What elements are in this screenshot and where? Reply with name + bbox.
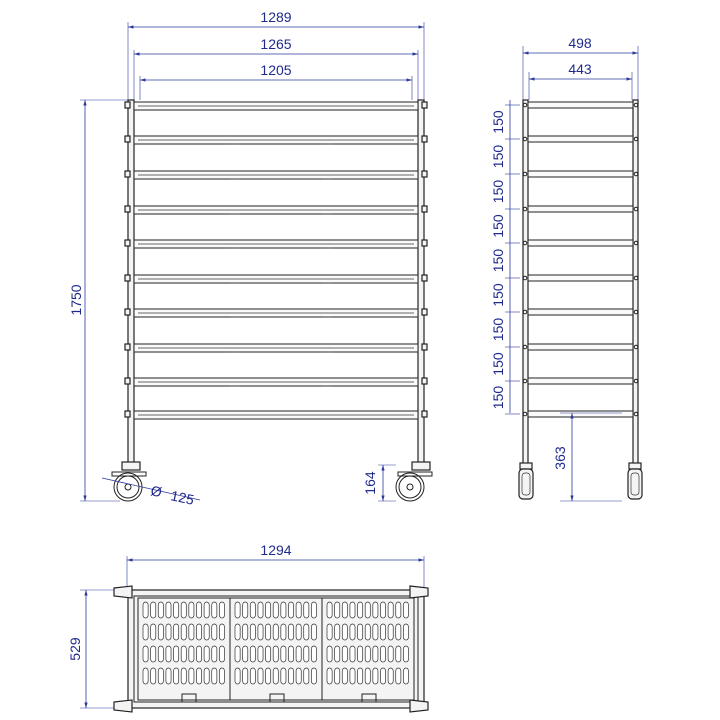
shelf-slot — [235, 646, 240, 662]
shelf-slot — [373, 602, 378, 618]
shelf-slot — [311, 668, 316, 684]
side-shelf — [523, 136, 638, 142]
shelf-slot — [235, 668, 240, 684]
side-caster-left — [519, 463, 533, 499]
shelf-slot — [189, 668, 194, 684]
dim-width-outer: 1289 — [260, 9, 292, 25]
shelf-slot — [365, 602, 370, 618]
shelf-slot — [380, 646, 385, 662]
shelf-slot — [212, 668, 217, 684]
shelf-slot — [266, 602, 271, 618]
side-shelf — [523, 171, 638, 177]
dim-shelf-spacing: 150 — [490, 283, 506, 307]
dim-width-mid: 1265 — [260, 36, 292, 52]
shelf-slot — [396, 624, 401, 640]
shelf-slot — [296, 668, 301, 684]
side-shelf — [523, 344, 638, 350]
shelf-slot — [388, 668, 393, 684]
shelf-slot — [273, 602, 278, 618]
shelf-slot — [266, 668, 271, 684]
front-shelf — [125, 378, 427, 386]
dim-shelf-spacing: 150 — [490, 248, 506, 273]
front-shelf — [125, 240, 427, 248]
shelf-slot — [243, 668, 248, 684]
shelf-slot — [189, 602, 194, 618]
side-caster-right — [628, 463, 642, 499]
shelf-slot — [373, 646, 378, 662]
shelf-slot — [380, 668, 385, 684]
shelf-slot — [396, 668, 401, 684]
front-shelf — [125, 275, 427, 283]
shelf-slot — [273, 646, 278, 662]
shelf-slot — [335, 602, 340, 618]
shelf-slot — [327, 646, 332, 662]
shelf-slot — [151, 602, 156, 618]
shelf-slot — [304, 624, 309, 640]
caster-right — [396, 462, 432, 501]
shelf-slot — [212, 646, 217, 662]
shelf-slot — [196, 668, 201, 684]
shelf-slot — [174, 602, 179, 618]
dim-wheel-height: 164 — [362, 471, 378, 495]
dim-shelf-spacing: 150 — [490, 179, 506, 204]
shelf-slot — [204, 624, 209, 640]
dim-shelf-spacing: 150 — [490, 385, 506, 410]
shelf-slot — [204, 668, 209, 684]
dim-shelf-spacing: 150 — [490, 110, 506, 134]
dim-shelf-spacing: 150 — [490, 352, 506, 376]
side-view — [490, 35, 642, 501]
front-shelf — [125, 136, 427, 144]
shelf-slot — [288, 668, 293, 684]
shelf-slot — [296, 646, 301, 662]
shelf-slot — [235, 602, 240, 618]
shelf-slot — [350, 668, 355, 684]
shelf-slot — [158, 646, 163, 662]
dim-shelf-spacing: 150 — [490, 144, 506, 169]
shelf-slot — [174, 624, 179, 640]
shelf-slot — [296, 602, 301, 618]
shelf-slot — [189, 646, 194, 662]
shelf-slot — [143, 624, 148, 640]
shelf-slot — [219, 646, 224, 662]
shelf-slot — [358, 602, 363, 618]
shelf-slot — [350, 624, 355, 640]
shelf-slot — [342, 602, 347, 618]
shelf-slot — [243, 624, 248, 640]
shelf-slot — [151, 624, 156, 640]
shelf-slot — [166, 668, 171, 684]
shelf-slot — [388, 646, 393, 662]
shelf-slot — [243, 646, 248, 662]
shelf-slot — [181, 624, 186, 640]
shelf-slot — [396, 602, 401, 618]
shelf-slot — [311, 646, 316, 662]
shelf-slot — [181, 646, 186, 662]
shelf-slot — [219, 602, 224, 618]
dim-shelf-spacing: 150 — [490, 214, 506, 238]
shelf-slot — [235, 624, 240, 640]
shelf-slot — [151, 646, 156, 662]
shelf-slot — [273, 624, 278, 640]
shelf-slot — [304, 646, 309, 662]
front-shelf — [125, 206, 427, 214]
shelf-slot — [358, 624, 363, 640]
shelf-slot — [350, 646, 355, 662]
shelf-slot — [243, 602, 248, 618]
shelf-slot — [388, 624, 393, 640]
front-shelf — [125, 102, 427, 110]
side-shelf — [523, 411, 638, 417]
shelf-slot — [288, 646, 293, 662]
shelf-slot — [288, 624, 293, 640]
shelf-slot — [250, 624, 255, 640]
shelf-slot — [335, 668, 340, 684]
shelf-slot — [380, 624, 385, 640]
shelf-slot — [335, 624, 340, 640]
dim-width-inner: 1205 — [260, 62, 292, 78]
shelf-slot — [365, 624, 370, 640]
shelf-slot — [396, 646, 401, 662]
shelf-slot — [373, 624, 378, 640]
shelf-slot — [373, 668, 378, 684]
shelf-slot — [281, 624, 286, 640]
dim-wheel-diameter: 125 — [169, 487, 196, 508]
dim-top-length: 1294 — [260, 542, 292, 558]
side-shelf — [523, 378, 638, 384]
shelf-slot — [296, 624, 301, 640]
shelf-slot — [151, 668, 156, 684]
shelf-slot — [350, 602, 355, 618]
shelf-slot — [166, 624, 171, 640]
shelf-slot — [250, 668, 255, 684]
shelf-slot — [304, 602, 309, 618]
dim-lowest-shelf: 363 — [552, 446, 568, 470]
dim-shelf-spacing: 150 — [490, 317, 506, 342]
shelf-slot — [266, 624, 271, 640]
side-shelf — [523, 240, 638, 246]
shelf-slot — [388, 602, 393, 618]
shelf-slot — [258, 602, 263, 618]
shelf-slot — [358, 646, 363, 662]
shelf-slot — [273, 668, 278, 684]
shelf-slot — [212, 624, 217, 640]
shelf-slot — [258, 668, 263, 684]
dim-depth-inner: 443 — [568, 61, 592, 77]
shelf-slot — [158, 624, 163, 640]
shelf-slot — [189, 624, 194, 640]
shelf-slot — [166, 646, 171, 662]
front-shelf — [125, 411, 427, 419]
dim-height-total: 1750 — [68, 284, 84, 316]
shelf-slot — [219, 668, 224, 684]
shelf-slot — [358, 668, 363, 684]
front-view — [68, 9, 432, 508]
shelf-slot — [403, 602, 408, 618]
shelf-slot — [281, 668, 286, 684]
shelf-slot — [311, 624, 316, 640]
shelf-slot — [342, 646, 347, 662]
top-view — [67, 542, 428, 712]
shelf-slot — [403, 624, 408, 640]
shelf-slot — [181, 602, 186, 618]
shelf-slot — [304, 668, 309, 684]
side-shelf — [523, 206, 638, 212]
shelf-slot — [204, 646, 209, 662]
shelf-slot — [327, 602, 332, 618]
front-shelf — [125, 171, 427, 179]
dim-top-depth: 529 — [67, 637, 83, 661]
dim-wheel-diameter-symbol: Ø — [149, 482, 164, 501]
shelf-slot — [365, 646, 370, 662]
shelf-slot — [204, 602, 209, 618]
shelf-slot — [288, 602, 293, 618]
shelf-slot — [250, 602, 255, 618]
shelf-slot — [403, 668, 408, 684]
shelf-slot — [250, 646, 255, 662]
side-shelf — [523, 102, 638, 108]
shelf-slot — [266, 646, 271, 662]
dim-depth-outer: 498 — [568, 35, 592, 51]
shelf-slot — [327, 624, 332, 640]
side-shelf — [523, 309, 638, 315]
shelf-slot — [327, 668, 332, 684]
shelf-slot — [174, 668, 179, 684]
shelf-slot — [158, 668, 163, 684]
shelf-slot — [335, 646, 340, 662]
shelf-slot — [219, 624, 224, 640]
shelf-slot — [281, 646, 286, 662]
shelf-slot — [342, 624, 347, 640]
shelf-slot — [403, 646, 408, 662]
shelf-slot — [342, 668, 347, 684]
shelf-slot — [181, 668, 186, 684]
front-shelf — [125, 309, 427, 317]
shelf-slot — [311, 602, 316, 618]
shelf-slot — [174, 646, 179, 662]
shelf-slot — [196, 646, 201, 662]
shelf-slot — [143, 646, 148, 662]
side-shelf — [523, 275, 638, 281]
shelf-slot — [196, 602, 201, 618]
shelf-slot — [158, 602, 163, 618]
shelf-slot — [143, 668, 148, 684]
shelf-slot — [166, 602, 171, 618]
shelf-slot — [143, 602, 148, 618]
shelf-slot — [281, 602, 286, 618]
shelf-slot — [212, 602, 217, 618]
shelf-slot — [380, 602, 385, 618]
shelf-slot — [365, 668, 370, 684]
shelf-slot — [258, 646, 263, 662]
shelf-slot — [196, 624, 201, 640]
shelf-slot — [258, 624, 263, 640]
front-shelf — [125, 344, 427, 352]
